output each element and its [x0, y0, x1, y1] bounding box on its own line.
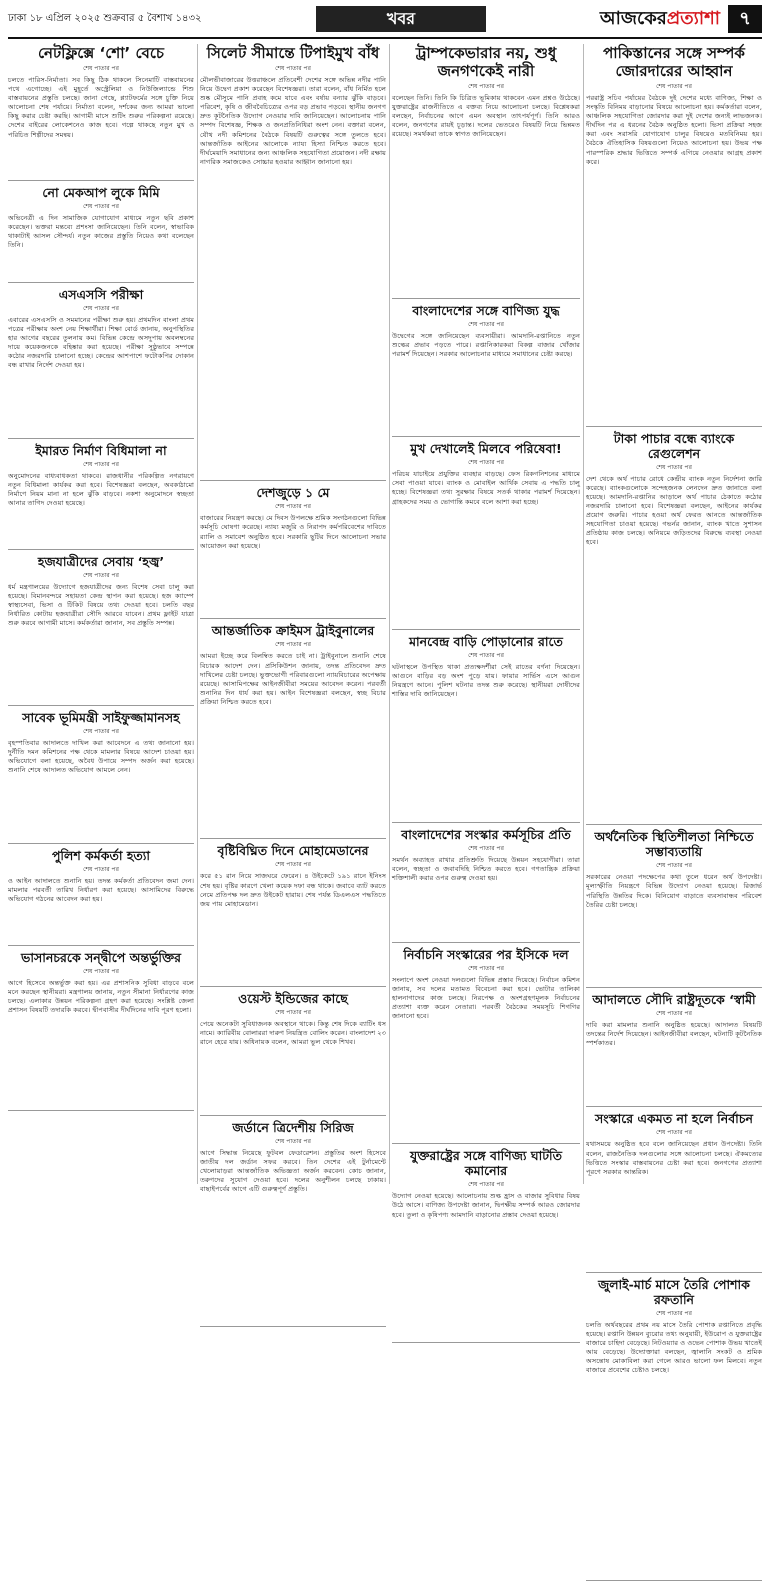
continued-from-label: শেষ পাতার পর [468, 844, 504, 852]
masthead-rule [8, 37, 762, 39]
article-headline: দেশজুড়ে ১ মে [256, 485, 330, 501]
article [8, 554, 194, 706]
article-body: মৌলভীবাজারের উত্তরাঞ্চলে প্রতিবেশী দেশের সঙ্গে অভিন্ন নদীর পানি নিয়ে উদ্বেগ প্রকাশ করেছেন বিশেষজ্ঞরা। তারা বলেন, বাঁধ নির্মিত হলে শুষ্ক মৌসুমে পানি প্রবাহ কমে যাবে এবং বর্ষায় বন্যার ঝুঁকি বাড়বে। পরিবেশ, কৃষি ও জীববৈচিত্র্যের ওপর বড় প্রভাব পড়বে। স্থানীয় জনগণ দ্রুত কূটনৈতিক উদ্যোগ নেওয়ার দাবি জানিয়েছেন। আলোচনায় পানি সম্পদ বিশেষজ্ঞ, শিক্ষক ও জনপ্রতিনিধিরা অংশ নেন। বক্তারা বলেন, যৌথ নদী কমিশনের বৈঠকে বিষয়টি গুরুত্বের সঙ্গে তুলতে হবে। আন্তর্জাতিক আইনের আলোকে ন্যায্য হিস্যা নিশ্চিত করতে হবে। দীর্ঘমেয়াদি সমাধানের জন্য আঞ্চলিক সহযোগিতা প্রয়োজন। নদী রক্ষায় নাগরিক সমাজকেও সোচ্চার হওয়ার আহ্বান জানানো হয়। [200, 76, 386, 166]
continued-from-label: শেষ পাতার পর [83, 967, 119, 975]
article [392, 44, 580, 299]
article-body: এবারের এসএসসি ও সমমানের পরীক্ষা শুরু হয়। প্রথমদিন বাংলা প্রথম পত্রের পরীক্ষায় অংশ নেয় শিক্ষার্থীরা। শিক্ষা বোর্ড জানায়, অনুপস্থিতির হার আগের বছরের তুলনায় কম। বিভিন্ন কেন্দ্রে অসদুপায় অবলম্বনের দায়ে কয়েকজনকে বহিষ্কার করা হয়েছে। পরীক্ষা সুষ্ঠুভাবে সম্পন্নে কঠোর নজরদারি চালানো হচ্ছে। কেন্দ্রের আশপাশে ফটোকপির দোকান বন্ধ রাখার নির্দেশ দেওয়া হয়। [8, 315, 194, 370]
article-body: পরিচয় যাচাইয়ে প্রযুক্তির ব্যবহার বাড়ছে। ফেস রিকগনিশনের মাধ্যমে সেবা পাওয়া যাবে। ব্যাংক ও মোবাইল আর্থিক সেবায় এ পদ্ধতি চালু হচ্ছে। বিশেষজ্ঞরা তথ্য সুরক্ষার বিষয়ে সতর্ক থাকার পরামর্শ দিয়েছেন। গ্রাহকদের সময় ও ভোগান্তি কমবে বলে আশা করা হচ্ছে। [392, 470, 580, 506]
article-body: আগে হিসেবে অন্তর্ভুক্ত করা হয়। এর প্রশাসনিক সুবিধা বাড়বে বলে মনে করছেন স্থানীয়রা। মন্ত্রণালয় জানায়, নতুন সীমানা নির্ধারণের কাজ চলছে। এলাকার উন্নয়ন পরিকল্পনা গ্রহণ করা হয়েছে। সংশ্লিষ্ট জেলা প্রশাসন বিষয়টি তদারকি করবে। দ্বীপবাসীর দীর্ঘদিনের দাবি পূরণ হলো। [8, 978, 194, 1015]
continued-from-label: শেষ পাতার পর [656, 83, 692, 90]
article-headline: নো মেকআপ লুকে মিমি [42, 185, 160, 201]
article-body: সংলাপে অংশ নেওয়া দলগুলো বিভিন্ন প্রস্তাব দিয়েছে। নির্বাচন কমিশন জানায়, সব দলের মতামত বিবেচনা করা হবে। ভোটার তালিকা হালনাগাদের কাজ চলছে। নিরপেক্ষ ও অংশগ্রহণমূলক নির্বাচনের প্রত্যাশা ব্যক্ত করেন নেতারা। পরবর্তী বৈঠকের সময়সূচি শিগগির জানানো হবে। [392, 975, 580, 1020]
article-headline: আন্তর্জাতিক ক্রাইমস ট্রাইবুনালের [211, 623, 375, 639]
article-headline: জুলাই-মার্চ মাসে তৈরি পোশাক রফতানি [598, 1276, 750, 1307]
continued-from-label: শেষ পাতার পর [468, 459, 504, 467]
brand-name-part1: আজকের [599, 7, 667, 29]
continued-from-label: শেষ পাতার পর [656, 1309, 692, 1317]
continued-from-label: শেষ পাতার পর [275, 861, 311, 869]
article [392, 947, 580, 1145]
article-body: ধর্ম মন্ত্রণালয়ের উদ্যোগে হজযাত্রীদের জন্য বিশেষ সেবা চালু করা হয়েছে। বিমানবন্দরে সহায়তা কেন্দ্র স্থাপন করা হয়েছে। হজ ক্যাম্পে স্বাস্থ্যসেবা, ভিসা ও টিকিট বিষয়ে তথ্য দেওয়া হবে। চলতি বছর নির্ধারিত কোটায় হজযাত্রীরা সৌদি আরবে যাবেন। প্রথম ফ্লাইট যাত্রা শুরু করবে আগামী মাসে। কর্মকর্তারা জানান, সব প্রস্তুতি সম্পন্ন। [8, 582, 194, 628]
article-headline: সংস্কারে একমত না হলে নির্বাচন [595, 1111, 753, 1127]
article-headline: বৃষ্টিবিঘ্নিত দিনে মোহামেডানের [217, 843, 369, 859]
article [392, 1148, 580, 1343]
column-4 [586, 44, 762, 1375]
continued-from-label: শেষ পাতার পর [275, 1137, 311, 1145]
column-1 [8, 44, 194, 1184]
article-body: বলেছেন তিনি। তিনি কি চিত্রিত ভূমিকায় থাকবেন এমন প্রশ্নও উঠেছে। যুক্তরাষ্ট্রের রাজনীতিতে এ বক্তব্য নিয়ে আলোচনা চলছে। বিশ্লেষকরা বলছেন, নির্বাচনের আগে এমন অবস্থান তাৎপর্যপূর্ণ। তিনি আরও বলেন, জনগণের রায়ই চূড়ান্ত। দলের ভেতরেও বিষয়টি নিয়ে ভিন্নমত রয়েছে। সমর্থকরা তাকে স্বাগত জানিয়েছেন। [392, 94, 580, 139]
article [200, 623, 386, 839]
article-headline: সিলেট সীমান্তে টিপাইমুখ বাঁধ [206, 44, 380, 62]
article [392, 441, 580, 630]
continued-from-label: শেষ পাতার পর [83, 866, 119, 874]
article [8, 443, 194, 550]
article-body: দেশ থেকে অর্থ পাচার রোধে কেন্দ্রীয় ব্যাংক নতুন নির্দেশনা জারি করেছে। ব্যাংকগুলোকে সন্দেহজনক লেনদেন দ্রুত জানাতে বলা হয়েছে। আমদানি-রপ্তানির আড়ালে অর্থ পাচার ঠেকাতে কঠোর নজরদারি চালানো হবে। বিশেষজ্ঞরা বলছেন, আইনের কার্যকর প্রয়োগ জরুরি। পাচার হওয়া অর্থ ফেরত আনতে আন্তর্জাতিক সহযোগিতা চাওয়া হয়েছে। গভর্নর জানান, ব্যাংক খাতে সুশাসন প্রতিষ্ঠায় কাজ চলছে। অনিয়মে জড়িতদের বিরুদ্ধে ব্যবস্থা নেওয়া হবে। [586, 474, 762, 547]
article-headline: হজযাত্রীদের সেবায় ‘হজ্ব’ [37, 553, 165, 569]
article-headline: ওয়েস্ট ইন্ডিজের কাছে [238, 990, 348, 1006]
article [8, 710, 194, 844]
article [8, 287, 194, 439]
continued-from-label: শেষ পাতার পর [275, 503, 311, 511]
dateline: ঢাকা ১৮ এপ্রিল ২০২৫ শুক্রবার ৫ বৈশাখ ১৪৩২ [8, 12, 202, 24]
article [8, 950, 194, 1111]
article-body: চলতি অর্থবছরের প্রথম নয় মাসে তৈরি পোশাক রপ্তানিতে প্রবৃদ্ধি হয়েছে। রপ্তানি উন্নয়ন ব্যুরোর তথ্য অনুযায়ী, ইউরোপ ও যুক্তরাষ্ট্রের বাজারে চাহিদা বেড়েছে। নিটওয়্যার ও ওভেন পোশাক উভয় খাতেই আয় বেড়েছে। উদ্যোক্তারা বলছেন, জ্বালানি সংকট ও শ্রমিক অসন্তোষ মোকাবিলা করা গেলে আরও ভালো ফল মিলবে। নতুন বাজারে প্রবেশের চেষ্টাও চলছে। [586, 1320, 762, 1375]
continued-from-label: শেষ পাতার পর [468, 964, 504, 972]
article-headline: সাবেক ভূমিমন্ত্রী সাইফুজ্জামানসহ [22, 710, 180, 726]
article-headline: ট্রাম্পকেভারার নয়, শুধু জনগণকেই নারী [415, 44, 557, 80]
article-body: চলতে পারিস-নির্মাতা। সব কিছু ঠিক থাকলে সিনেমাটি বাস্তবায়নের পথে এগোচ্ছে। এই মুহূর্তে অস্ট্রেলিয়া ও নিউজিল্যান্ডে শিশু বাস্তবায়নের প্রস্তুতি চলছে। জানা গেছে, প্ল্যাটফর্মের সঙ্গে চুক্তি নিয়ে আলোচনা শেষ পর্যায়ে। নির্মাতা বলেন, দর্শকের জন্য আমরা ভালো কিছু করার চেষ্টা করছি। আগামী মাসে শুটিং শুরুর পরিকল্পনা রয়েছে। দেশের বাইরের লোকেশনেও কাজ হবে। গল্পে থাকছে নতুন মুখ ও পরিচিত শিল্পীদের সমন্বয়। [8, 76, 194, 139]
article-headline: ভাসানচরকে সন্দ্বীপে অন্তর্ভুক্তির [21, 949, 181, 965]
article [586, 44, 762, 427]
continued-from-label: শেষ পাতার পর [468, 83, 504, 90]
article-headline: এসএসসি পরীক্ষা [58, 286, 144, 302]
brand-logo [600, 4, 720, 35]
article [586, 431, 762, 826]
article-headline: নির্বাচনি সংস্কারের পর ইসিকে দল [403, 946, 569, 962]
article [200, 843, 386, 986]
continued-from-label: শেষ পাতার পর [468, 1181, 504, 1189]
article-headline: নেটফ্লিক্সে ‘শো’ বেচে [37, 44, 165, 62]
continued-from-label: শেষ পাতার পর [275, 641, 311, 649]
section-title: খবর [316, 6, 486, 32]
column-divider [389, 44, 390, 1184]
article [200, 44, 386, 481]
article [586, 992, 762, 1108]
article [392, 634, 580, 823]
article-headline: পুলিশ কর্মকর্তা হত্যা [51, 848, 151, 864]
continued-from-label: শেষ পাতার পর [275, 1008, 311, 1016]
article-headline: যুক্তরাষ্ট্রের সঙ্গে বাণিজ্য ঘাটতি কমানোর [410, 1148, 562, 1179]
article-headline: অর্থনৈতিক স্থিতিশীলতা নিশ্চিতে সম্ভাব্যতায়ি [594, 829, 754, 860]
page-number: ৭ [728, 5, 762, 33]
article-body: বৃহস্পতিবার আদালতে দাখিল করা আবেদনে এ তথ্য জানানো হয়। দুর্নীতি দমন কমিশনের পক্ষ থেকে মামলার বিষয়ে আদেশ চাওয়া হয়। অভিযোগে বলা হয়েছে, অবৈধ উপায়ে সম্পদ অর্জন করা হয়েছে। শুনানি শেষে আদালত অভিযোগ আমলে নেন। [8, 739, 194, 775]
continued-from-label: শেষ পাতার পর [83, 571, 119, 579]
masthead [8, 4, 762, 34]
article-headline: জর্ডানে ত্রিদেশীয় সিরিজ [232, 1119, 354, 1135]
article-headline: মানবেন্দ্র বাড়ি পোড়ানোর রাতে [409, 633, 563, 649]
continued-from-label: শেষ পাতার পর [83, 304, 119, 312]
continued-from-label: শেষ পাতার পর [83, 203, 119, 211]
article [8, 848, 194, 946]
article [8, 185, 194, 283]
brand-name-part2: প্রত্যাশা [666, 7, 720, 29]
article-body: অনুমোদনের বাধ্যবাধকতা থাকবে। রাজধানীর পরিকল্পিত নগরায়ণে নতুন বিধিমালা কার্যকর করা হবে। বিশেষজ্ঞরা বলছেন, অবকাঠামো নির্মাণে নিয়ম মানা না হলে ঝুঁকি বাড়বে। নকশা অনুমোদনে স্বচ্ছতা আনার তাগিদ দেওয়া হয়েছে। [8, 472, 194, 508]
brand [600, 4, 762, 35]
continued-from-label: শেষ পাতার পর [656, 862, 692, 870]
article-headline: আদালতে সৌদি রাষ্ট্রদূতকে ‘স্বামী [592, 991, 756, 1007]
continued-from-label: শেষ পাতার পর [468, 321, 504, 329]
continued-from-label: শেষ পাতার পর [83, 461, 119, 469]
article-body: সরকারের নেওয়া পদক্ষেপের কথা তুলে ধরেন অর্থ উপদেষ্টা। মূল্যস্ফীতি নিয়ন্ত্রণে বিভিন্ন উদ্যোগ নেওয়া হয়েছে। রিজার্ভ পরিস্থিতি উন্নতির দিকে। বিনিয়োগ বাড়াতে ব্যবসাবান্ধব পরিবেশ তৈরির চেষ্টা চলছে। [586, 873, 762, 909]
article-body: উদ্বেগের সঙ্গে জানিয়েছেন ব্যবসায়ীরা। আমদানি-রপ্তানিতে নতুন শুল্কের প্রভাব পড়তে পারে। রপ্তানিকারকরা বিকল্প বাজার খোঁজার পরামর্শ দিয়েছেন। সরকার আলোচনার মাধ্যমে সমাধানের চেষ্টা করছে। [392, 332, 580, 359]
continued-from-label: শেষ পাতার পর [83, 65, 119, 72]
column-divider [197, 44, 198, 1184]
article-body: যথাসময়ে অনুষ্ঠিত হবে বলে জানিয়েছেন প্রধান উপদেষ্টা। তিনি বলেন, রাজনৈতিক দলগুলোর সঙ্গে আলোচনা চলছে। ঐকমত্যের ভিত্তিতে সংস্কার বাস্তবায়নের চেষ্টা করা হবে। জনগণের প্রত্যাশা পূরণে সরকার আন্তরিক। [586, 1140, 762, 1176]
article [392, 303, 580, 437]
continued-from-label: শেষ পাতার পর [656, 1009, 692, 1017]
article [586, 1111, 762, 1272]
article [8, 44, 194, 181]
article-headline: বাংলাদেশের সংস্কার কর্মসূচির প্রতি [401, 826, 571, 842]
article-body: উদ্যোগ নেওয়া হয়েছে। আলোচনায় শুল্ক হ্রাস ও বাজার সুবিধার বিষয় উঠে আসে। বাণিজ্য উপদেষ্টা জানান, দ্বিপক্ষীয় সম্পর্ক আরও জোরদার হবে। তুলা ও কৃষিপণ্য আমদানি বাড়ানোর প্রস্তাব দেওয়া হয়েছে। [392, 1192, 580, 1219]
article-body: ও আইন আদালতে শুনানি হয়। তদন্ত কর্মকর্তা প্রতিবেদন জমা দেন। মামলার পরবর্তী তারিখ নির্ধারণ করা হয়েছে। আসামিদের বিরুদ্ধে অভিযোগ গঠনের আবেদন করা হয়। [8, 877, 194, 904]
article-body: দাবি করা মামলার শুনানি অনুষ্ঠিত হয়েছে। আদালত বিষয়টি তদন্তের নির্দেশ দিয়েছেন। আইনজীবীরা বলছেন, ঘটনাটি কূটনৈতিক স্পর্শকাতর। [586, 1020, 762, 1047]
article-headline: ইমারত নির্মাণ বিধিমালা না [35, 443, 167, 459]
article [200, 485, 386, 619]
article-body: সমর্থন অব্যাহত রাখার প্রতিশ্রুতি দিয়েছে উন্নয়ন সহযোগীরা। তারা বলেন, স্বচ্ছতা ও জবাবদিহি নিশ্চিত করতে হবে। গণতান্ত্রিক প্রক্রিয়া শক্তিশালী করার ওপর গুরুত্ব দেওয়া হয়। [392, 855, 580, 882]
article-body: পররাষ্ট্র সচিব পর্যায়ের বৈঠকে দুই দেশের মধ্যে বাণিজ্য, শিক্ষা ও সংস্কৃতি বিনিময় বাড়ানোর বিষয়ে আলোচনা হয়। কর্মকর্তারা বলেন, আঞ্চলিক সহযোগিতা জোরদার করা দুই দেশের জন্যই লাভজনক। দীর্ঘদিন পর এ ধরনের বৈঠক অনুষ্ঠিত হলো। ভিসা প্রক্রিয়া সহজ করা এবং সরাসরি যোগাযোগ চালুর বিষয়েও মতবিনিময় হয়। বৈঠকে ঐতিহাসিক বিষয়গুলো নিয়েও আলোচনা হয়। উভয় পক্ষ পারস্পরিক শ্রদ্ধার ভিত্তিতে সম্পর্ক এগিয়ে নেওয়ার আগ্রহ প্রকাশ করে। [586, 94, 762, 166]
article-body: করে ৫১ রান নিয়ে সাজঘরে ফেরেন। ৪ উইকেটে ১৯১ রানে ইনিংস শেষ হয়। বৃষ্টির কারণে খেলা কয়েক দফা বন্ধ থাকে। জবাবে ব্যাট করতে নেমে প্রতিপক্ষ দল দ্রুত উইকেট হারায়। শেষ পর্যন্ত ডিএলএস পদ্ধতিতে জয় পায় মোহামেডান। [200, 872, 386, 908]
column-divider [583, 44, 584, 1184]
article-headline: বাংলাদেশের সঙ্গে বাণিজ্য যুদ্ধ [412, 303, 560, 319]
continued-from-label: শেষ পাতার পর [275, 65, 311, 72]
article [200, 1120, 386, 1327]
article-body: অভিনেত্রী এ দিন সামাজিক যোগাযোগ মাধ্যমে নতুন ছবি প্রকাশ করেছেন। ভক্তরা মন্তব্যে প্রশংসা জানিয়েছেন। তিনি বলেন, স্বাভাবিক থাকাটাই আসল সৌন্দর্য। নতুন কাজের প্রস্তুতি নিয়েও কথা বলেছেন তিনি। [8, 214, 194, 250]
column-3 [392, 44, 580, 1219]
article [586, 829, 762, 987]
article [392, 827, 580, 943]
article-body: বাজারের নিয়ন্ত্রণ করছে। মে দিবস উপলক্ষে শ্রমিক সংগঠনগুলো বিভিন্ন কর্মসূচি ঘোষণা করেছে। ন্যায্য মজুরি ও নিরাপদ কর্মপরিবেশের দাবিতে র‍্যালি ও সমাবেশ অনুষ্ঠিত হবে। সরকারি ছুটির দিনে আলোচনা সভার আয়োজন করা হয়েছে। [200, 514, 386, 550]
article [200, 991, 386, 1116]
article-body: পেয়ে অনেকটা সুবিধাজনক অবস্থানে থাকে। কিন্তু শেষ দিকে ব্যাটিং ধস নামে। ক্যারিবীয় বোলাররা দারুণ নিয়ন্ত্রিত বোলিং করেন। বাংলাদেশ ২৩ রানে হেরে যায়। অধিনায়ক বলেন, আমরা ভুল থেকে শিখব। [200, 1019, 386, 1046]
article-body: আগে সিদ্ধান্ত নিয়েছে ফুটবল ফেডারেশন। প্রস্তুতির অংশ হিসেবে জাতীয় দল জর্ডান সফর করবে। তিন দেশের এই টুর্নামেন্টে খেলোয়াড়রা আন্তর্জাতিক অভিজ্ঞতা অর্জন করবেন। কোচ জানান, তরুণদের সুযোগ দেওয়া হবে। দলের অনুশীলন চলছে ঢাকায়। বাছাইপর্বের আগে এটি গুরুত্বপূর্ণ প্রস্তুতি। [200, 1148, 386, 1194]
article-headline: টাকা পাচার বন্ধে ব্যাংকে রেগুলেশন [613, 430, 735, 461]
continued-from-label: শেষ পাতার পর [656, 463, 692, 471]
continued-from-label: শেষ পাতার পর [468, 651, 504, 659]
continued-from-label: শেষ পাতার পর [656, 1129, 692, 1137]
article [586, 1277, 762, 1581]
column-2 [200, 44, 386, 1194]
continued-from-label: শেষ পাতার পর [83, 728, 119, 736]
article-headline: মুখ দেখালেই মিলবে পরিষেবা! [410, 441, 562, 457]
article-body: ঘটনাস্থলে উপস্থিত থাকা প্রত্যক্ষদর্শীরা সেই রাতের বর্ণনা দিয়েছেন। আগুনে বাড়ির বড় অংশ পুড়ে যায়। ফায়ার সার্ভিস এসে আগুন নিয়ন্ত্রণে আনে। পুলিশ ঘটনার তদন্ত শুরু করেছে। স্থানীয়রা দোষীদের শাস্তির দাবি জানিয়েছেন। [392, 662, 580, 699]
article-headline: পাকিস্তানের সঙ্গে সম্পর্ক জোরদারের আহ্বান [603, 44, 745, 80]
article-body: আমরা ইচ্ছে করে বিলম্বিত করতে চাই না। ট্রাইবুনালে শুনানি শেষে বিচারক আদেশ দেন। প্রসিকিউশন জানায়, তদন্ত প্রতিবেদন দ্রুত দাখিলের চেষ্টা চলছে। ভুক্তভোগী পরিবারগুলো ন্যায়বিচারের অপেক্ষায় রয়েছে। আসামিপক্ষের আইনজীবীরা সময়ের আবেদন করেন। পরবর্তী শুনানির দিন ধার্য করা হয়। আইন বিশেষজ্ঞরা বলছেন, স্বচ্ছ বিচার প্রক্রিয়া নিশ্চিত করতে হবে। [200, 652, 386, 706]
